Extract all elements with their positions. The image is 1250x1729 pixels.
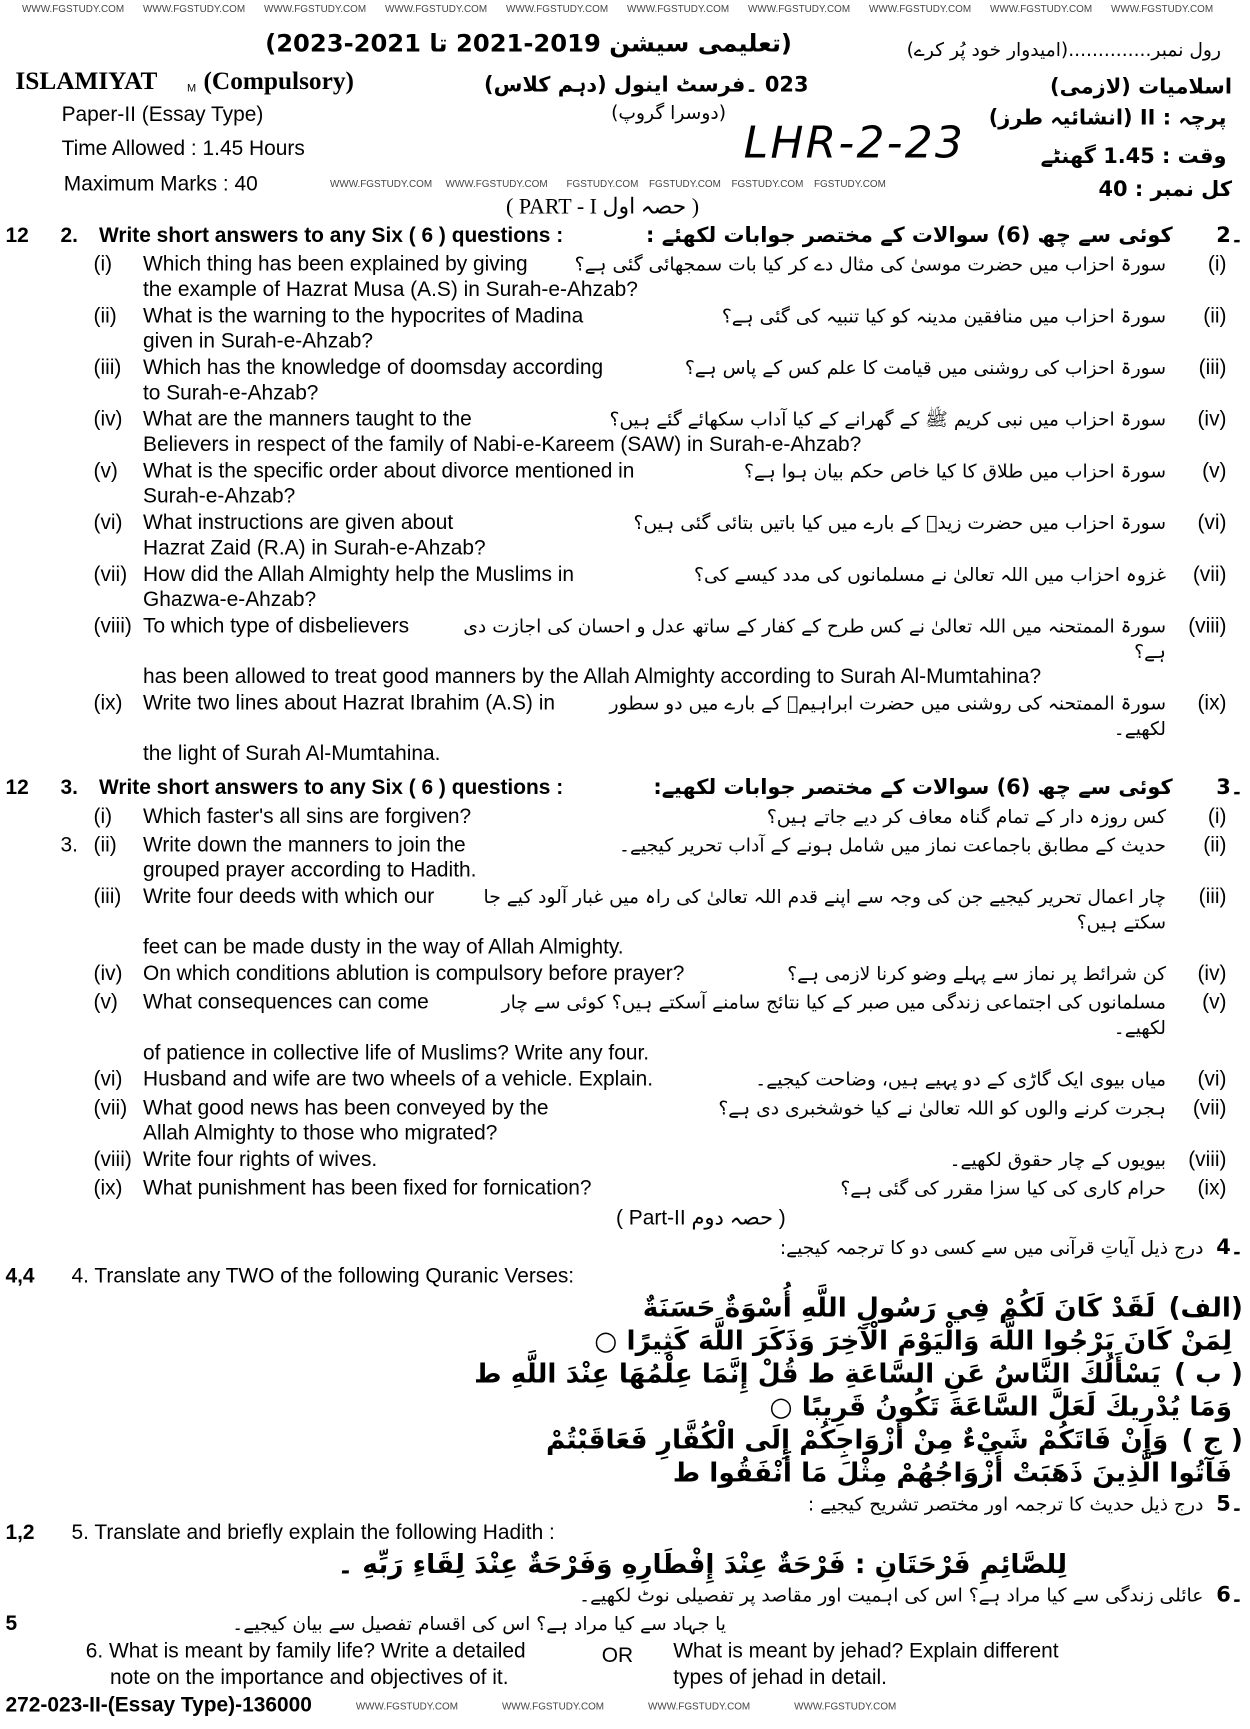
item-text-en: How did the Allah Almighty help the Muslims in: [143, 563, 574, 587]
question-text-urdu: درج ذیل آیاتِ قرآنی میں سے کسی دو کا ترجمہ کیجیے:: [779, 1237, 1204, 1260]
question-item: [0, 252, 1250, 301]
question-six-en: [0, 1639, 1250, 1692]
question-number-urdu: ۔6: [1216, 1582, 1243, 1608]
item-text-urdu: حدیث کے مطابق باجماعت نماز میں شامل ہونے کے آداب تحریر کیجیے۔: [619, 834, 1166, 857]
verse-line: لِمَنْ كَانَ يَرْجُوا اللَّهَ وَالْيَوْمَ الْآخِرَ وَذَكَرَ اللَّهَ كَثِيرًا ○: [594, 1325, 1232, 1357]
item-text-urdu: بیویوں کے چار حقوق لکھیے۔: [949, 1149, 1166, 1172]
exam-body: [0, 220, 1250, 1720]
item-text-urdu: چار اعمال تحریر کیجیے جن کی وجہ سے اپنے قدم اللہ تعالیٰ کی راہ میں غبار آلود کیے جا سکتے ہیں؟: [483, 886, 1166, 934]
item-number-urdu: (iii): [1198, 885, 1227, 909]
item-first-row: [94, 691, 1227, 743]
item-first-row: [94, 252, 1227, 278]
item-first-row: [94, 355, 1227, 381]
item-number: (vii): [93, 1096, 128, 1120]
item-first-row: [94, 562, 1227, 588]
item-text-en: Write two lines about Hazrat Ibrahim (A.S) in: [143, 691, 555, 715]
question-item: [0, 1176, 1250, 1202]
question-item: [0, 1067, 1250, 1093]
item-number-urdu: (ix): [1197, 691, 1227, 715]
item-text-en: Husband and wife are two wheels of a vehicle. Explain.: [143, 1068, 654, 1092]
verse-row: [0, 1423, 1250, 1456]
item-first-row: [94, 407, 1227, 433]
item-number-urdu: (vi): [1197, 1068, 1227, 1092]
item-text-en: given in Surah-e-Ahzab?: [143, 330, 374, 354]
question-heading: [0, 220, 1250, 252]
watermark: FGSTUDY.COM: [649, 178, 721, 190]
subject-compulsory: (Compulsory): [203, 67, 354, 95]
item-text-en: What instructions are given about: [143, 511, 454, 535]
item-number: (v): [93, 459, 118, 483]
item-text-en: To which type of disbelievers: [143, 614, 410, 638]
item-text-urdu: ہجرت کرنے والوں کو اللہ تعالیٰ نے کیا خوشخبری دی ہے؟: [718, 1097, 1166, 1120]
item-first-row: [94, 804, 1227, 830]
item-text-en: Believers in respect of the family of Nabi-e-Kareem (SAW) in Surah-e-Ahzab?: [143, 433, 862, 457]
item-text-urdu: کن شرائط پر نماز سے پہلے وضو کرنا لازمی ہے؟: [787, 963, 1166, 986]
watermark: WWW.FGSTUDY.COM: [869, 3, 972, 15]
question-item: [0, 614, 1250, 689]
item-first-row: [94, 990, 1227, 1042]
item-number: (i): [93, 253, 113, 277]
item-first-row: [94, 614, 1227, 666]
item-first-row: [94, 884, 1227, 936]
item-number: (iv): [93, 962, 123, 986]
question-row-en: [0, 1519, 1250, 1548]
question-heading: [0, 772, 1250, 804]
item-number-urdu: (vii): [1192, 1096, 1227, 1120]
question-number-urdu: ۔4: [1216, 1235, 1243, 1260]
class-urdu: 023 ۔فرسٹ اینول (دہم کلاس): [484, 72, 809, 97]
question-row-en: [0, 1263, 1250, 1292]
item-text-en: Which thing has been explained by giving: [143, 253, 528, 277]
item-text-en: Write four rights of wives.: [143, 1148, 378, 1172]
question-title-urdu: کوئی سے چھ (6) سوالات کے مختصر جوابات لکھئے :: [646, 223, 1173, 248]
item-text-en: has been allowed to treat good manners by the Allah Almighty according to Surah Al-Mumtahina?: [143, 665, 1042, 689]
item-number-urdu: (vi): [1197, 511, 1227, 535]
maximum-marks: Maximum Marks : 40: [63, 172, 258, 196]
time-allowed-urdu: وقت : 1.45 گھنٹے: [1040, 144, 1227, 169]
verse-label: (الف): [1168, 1292, 1243, 1324]
verse-line: وَمَا يُدْرِيكَ لَعَلَّ السَّاعَةَ تَكُونُ قَرِيبًا ○: [769, 1391, 1232, 1423]
item-text-en: Allah Almighty to those who migrated?: [143, 1122, 498, 1146]
session-urdu: (تعلیمی سیشن 2019-2021 تا 2021-2023): [265, 30, 792, 59]
question-marks: 5: [5, 1612, 18, 1636]
item-first-row: [94, 304, 1227, 330]
watermark: FGSTUDY.COM: [814, 178, 886, 190]
item-text-en: the light of Surah Al-Mumtahina.: [143, 742, 441, 766]
question-row-urdu: [0, 1489, 1250, 1519]
item-text-en: What good news has been conveyed by the: [143, 1096, 549, 1120]
item-text-urdu: مسلمانوں کی اجتماعی زندگی میں صبر کے کیا نتائج سامنے آسکتے ہیں؟ کوئی سے چار لکھیے۔: [501, 992, 1166, 1040]
question-text-en: 4. Translate any TWO of the following Quranic Verses:: [71, 1265, 575, 1289]
item-number-urdu: (iv): [1197, 962, 1227, 986]
item-number: (iv): [93, 408, 123, 432]
item-number: (vii): [93, 563, 128, 587]
item-text-en: feet can be made dusty in the way of Allah Almighty.: [143, 936, 624, 960]
subject-title: ISLAMIYAT: [15, 67, 158, 95]
question-item: [0, 804, 1250, 830]
item-text-en: What punishment has been fixed for fornication?: [143, 1177, 592, 1201]
item-number-urdu: (v): [1202, 991, 1227, 1015]
item-number-urdu: (ix): [1197, 1177, 1227, 1201]
question-item: [0, 407, 1250, 457]
hadith-text: لِلصَّائِمِ فَرْحَتَانِ : فَرْحَةٌ عِنْدَ إِفْطَارِهِ وَفَرْحَةٌ عِنْدَ لِقَاءِ رَبِّهِ ۔: [337, 1548, 1067, 1580]
question-number-repeat: 3.: [60, 833, 78, 857]
verse-line: وَإِنْ فَاتَكُمْ شَيْءٌ مِنْ أَزْوَاجِكُمْ إِلَى الْكُفَّارِ فَعَاقَبْتُمْ: [545, 1424, 1169, 1456]
item-number-urdu: (viii): [1188, 614, 1227, 638]
watermark: WWW.FGSTUDY.COM: [22, 3, 125, 15]
option-family-life: [0, 1639, 602, 1692]
watermark: WWW.FGSTUDY.COM: [648, 1700, 751, 1712]
item-text-en: Write four deeds with which our: [143, 885, 435, 909]
item-number: (ii): [93, 304, 117, 328]
watermark: WWW.FGSTUDY.COM: [501, 1700, 605, 1712]
item-text-urdu: میاں بیوی ایک گاڑی کے دو پہیے ہیں، وضاحت کیجیے۔: [755, 1069, 1166, 1092]
question-item: [0, 355, 1250, 405]
item-text-en: Write down the manners to join the: [143, 833, 466, 857]
item-text-en: Hazrat Zaid (R.A) in Surah-e-Ahzab?: [143, 536, 486, 560]
item-text-urdu: سورۃ احزاب میں نبی کریم ﷺ کے گھرانے کے کیا آداب سکھائے گئے ہیں؟: [609, 409, 1166, 432]
item-number: (vi): [93, 511, 123, 535]
verse-row: [0, 1291, 1250, 1324]
item-text-en: of patience in collective life of Muslims? Write any four.: [143, 1041, 650, 1065]
watermark: WWW.FGSTUDY.COM: [445, 178, 548, 190]
question-text-en: note on the importance and objectives of it.: [110, 1666, 509, 1690]
watermark: WWW.FGSTUDY.COM: [506, 3, 609, 15]
verse-line: فَآتُوا الَّذِينَ ذَهَبَتْ أَزْوَاجُهُمْ مِثْلَ مَا أَنْفَقُوا ط: [672, 1457, 1232, 1489]
item-text-en: What consequences can come: [143, 991, 429, 1015]
or-label: OR: [601, 1644, 634, 1668]
question-item: [0, 459, 1250, 509]
item-text-urdu: سورۃ احزاب میں طلاق کا کیا خاص حکم بیان ہوا ہے؟: [743, 460, 1166, 483]
question-text-en: What is meant by jehad? Explain different: [673, 1640, 1059, 1664]
question-marks: 12: [5, 776, 29, 800]
watermark: FGSTUDY.COM: [731, 178, 804, 190]
group-urdu: (دوسرا گروپ): [611, 102, 726, 125]
question-text-urdu: درج ذیل حدیث کا ترجمہ اور مختصر تشریح کیجیے :: [807, 1493, 1204, 1516]
item-number: (ii): [93, 833, 117, 857]
question-title: Write short answers to any Six ( 6 ) questions :: [99, 776, 564, 800]
watermark: FGSTUDY.COM: [566, 178, 639, 190]
item-number: (i): [93, 805, 113, 829]
question-marks: 12: [5, 224, 29, 248]
item-first-row: [94, 1147, 1227, 1173]
watermark: WWW.FGSTUDY.COM: [385, 3, 488, 15]
question-item: [0, 510, 1250, 560]
part-two-heading: ( Part-II حصہ دوم ): [616, 1206, 786, 1230]
option-jehad: [673, 1639, 1058, 1692]
time-allowed: Time Allowed : 1.45 Hours: [61, 137, 305, 161]
item-text-urdu: غزوہ احزاب میں اللہ تعالیٰ نے مسلمانوں کی مدد کیسے کی؟: [694, 564, 1166, 587]
item-first-row: [94, 1176, 1227, 1202]
watermark: WWW.FGSTUDY.COM: [264, 3, 367, 15]
item-text-en: What is the specific order about divorce mentioned in: [143, 459, 635, 483]
item-text-en: Ghazwa-e-Ahzab?: [143, 588, 317, 612]
item-number: (v): [93, 991, 118, 1015]
item-number-urdu: (ii): [1203, 833, 1227, 857]
item-text-en: What is the warning to the hypocrites of Madina: [143, 304, 584, 328]
question-text-urdu: عائلی زندگی سے کیا مراد ہے؟ اس کی اہمیت اور مقاصد پر تفصیلی نوٹ لکھیے۔: [579, 1585, 1204, 1608]
item-text-en: the example of Hazrat Musa (A.S) in Surah-e-Ahzab?: [143, 278, 638, 302]
item-number-urdu: (iv): [1197, 408, 1227, 432]
item-text-urdu: سورۃ احزاب میں منافقین مدینہ کو کیا تنبیہ کی گئی ہے؟: [721, 305, 1166, 328]
question-number-urdu: ۔2: [1216, 223, 1243, 248]
watermark: WWW.FGSTUDY.COM: [1111, 3, 1214, 15]
item-number: (vi): [93, 1068, 123, 1092]
question-marks: 1,2: [5, 1521, 35, 1545]
item-number-urdu: (viii): [1188, 1148, 1227, 1172]
item-number: (iii): [93, 885, 122, 909]
watermark: WWW.FGSTUDY.COM: [627, 3, 730, 15]
question-item: [0, 884, 1250, 959]
item-text-urdu: سورۃ احزاب کی روشنی میں قیامت کا علم کس کے پاس ہے؟: [684, 357, 1166, 380]
item-text-urdu: سورۃ الممتحنہ کی روشنی میں حضرت ابراہیمؑ کے بارے میں دو سطور لکھیے۔: [609, 693, 1166, 741]
verse-line: لَقَدْ كَانَ لَكُمْ فِي رَسُولِ اللَّهِ أُسْوَةٌ حَسَنَةٌ: [642, 1292, 1156, 1324]
question-item: [0, 1096, 1250, 1146]
item-text-urdu: سورۃ احزاب میں حضرت زیدؓ کے بارے میں کیا باتیں بتائی گئی ہیں؟: [633, 512, 1166, 535]
watermark: WWW.FGSTUDY.COM: [143, 3, 246, 15]
item-number-urdu: (ii): [1203, 304, 1227, 328]
item-text-urdu: سورۃ الممتحنہ میں اللہ تعالیٰ نے کس طرح کے کفار کے ساتھ عدل و احسان کی اجازت دی ہے؟: [463, 616, 1166, 664]
question-number-urdu: ۔5: [1216, 1491, 1243, 1516]
item-text-en: Which faster's all sins are forgiven?: [143, 805, 472, 829]
question-text-urdu: یا جہاد سے کیا مراد ہے؟ اس کی اقسام تفصیل سے بیان کیجیے۔: [232, 1613, 726, 1636]
watermark: WWW.FGSTUDY.COM: [355, 1700, 458, 1712]
item-first-row: [94, 1096, 1227, 1122]
watermark: WWW.FGSTUDY.COM: [748, 3, 851, 15]
item-text-en: What are the manners taught to the: [143, 408, 472, 432]
verse-label: ( ب ): [1173, 1358, 1243, 1390]
verse-label: ( ج ): [1181, 1424, 1243, 1456]
item-number: (viii): [93, 614, 132, 638]
question-marks: 4,4: [5, 1265, 35, 1289]
question-row-urdu: [0, 1581, 1250, 1611]
item-number: (iii): [93, 356, 122, 380]
paper-type: Paper-II (Essay Type): [61, 103, 264, 127]
item-number: (ix): [93, 1177, 123, 1201]
watermark: WWW.FGSTUDY.COM: [794, 1700, 897, 1712]
question-row-urdu: [0, 1610, 1250, 1639]
item-text-en: Surah-e-Ahzab?: [143, 485, 296, 509]
handwritten-code: LHR-2-23: [743, 117, 966, 169]
roll-number-urdu: رول نمبر..............(امیدوار خود پُر کرے): [906, 39, 1221, 62]
item-first-row: [94, 1067, 1227, 1093]
question-number: 2.: [60, 224, 78, 248]
verse-line: يَسْأَلُكَ النَّاسُ عَنِ السَّاعَةِ ط قُلْ إِنَّمَا عِلْمُهَا عِنْدَ اللَّهِ ط: [474, 1358, 1161, 1390]
item-text-urdu: کس روزہ دار کے تمام گناہ معاف کر دیے جاتے ہیں؟: [766, 806, 1166, 829]
question-item: [0, 1147, 1250, 1173]
question-item: [0, 961, 1250, 987]
item-number: (viii): [93, 1148, 132, 1172]
question-text-en: 5. Translate and briefly explain the following Hadith :: [71, 1521, 555, 1545]
item-number-urdu: (i): [1207, 805, 1227, 829]
question-number: 3.: [60, 776, 78, 800]
watermark: WWW.FGSTUDY.COM: [330, 178, 433, 190]
item-number-urdu: (i): [1207, 253, 1227, 277]
item-first-row: [94, 510, 1227, 536]
question-title-urdu: کوئی سے چھ (6) سوالات کے مختصر جوابات لکھیے:: [653, 775, 1173, 800]
item-number-urdu: (iii): [1198, 356, 1227, 380]
item-number: (ix): [93, 691, 123, 715]
question-row-urdu: [0, 1233, 1250, 1263]
subject-urdu: اسلامیات (لازمی): [1050, 74, 1232, 99]
question-item: [0, 990, 1250, 1065]
paper-type-urdu: پرچہ : II (انشائیہ طرز): [988, 105, 1227, 130]
item-text-en: Which has the knowledge of doomsday according: [143, 356, 604, 380]
part-one-heading: ( PART - I حصہ اول ): [506, 194, 700, 219]
footer-row: [0, 1692, 1250, 1721]
question-title: Write short answers to any Six ( 6 ) questions :: [99, 224, 564, 248]
item-number-urdu: (vii): [1192, 563, 1227, 587]
item-number-urdu: (v): [1202, 459, 1227, 483]
item-text-urdu: سورۃ احزاب میں حضرت موسیٰ کی مثال دے کر کیا بات سمجھائی گئی ہے؟: [574, 254, 1166, 277]
item-first-row: [94, 833, 1227, 859]
question-item: [0, 562, 1250, 612]
question-item: [0, 833, 1250, 883]
item-text-en: grouped prayer according to Hadith.: [143, 859, 477, 883]
item-first-row: [94, 459, 1227, 485]
question-item: [0, 304, 1250, 354]
watermark: WWW.FGSTUDY.COM: [990, 3, 1093, 15]
item-text-en: to Surah-e-Ahzab?: [143, 381, 319, 405]
item-text-en: On which conditions ablution is compulsory before prayer?: [143, 962, 685, 986]
maximum-marks-urdu: کل نمبر : 40: [1098, 177, 1232, 202]
question-text-en: 6. What is meant by family life? Write a detailed: [85, 1640, 526, 1664]
subject-mark: M: [187, 82, 197, 95]
question-item: [0, 691, 1250, 766]
verse-row: [0, 1357, 1250, 1390]
question-text-en: types of jehad in detail.: [673, 1666, 887, 1690]
paper-code-footer: 272-023-II-(Essay Type)-136000: [5, 1694, 312, 1718]
question-number-urdu: ۔3: [1216, 775, 1243, 800]
item-text-urdu: حرام کاری کی کیا سزا مقرر کی گئی ہے؟: [840, 1178, 1166, 1201]
item-first-row: [94, 961, 1227, 987]
